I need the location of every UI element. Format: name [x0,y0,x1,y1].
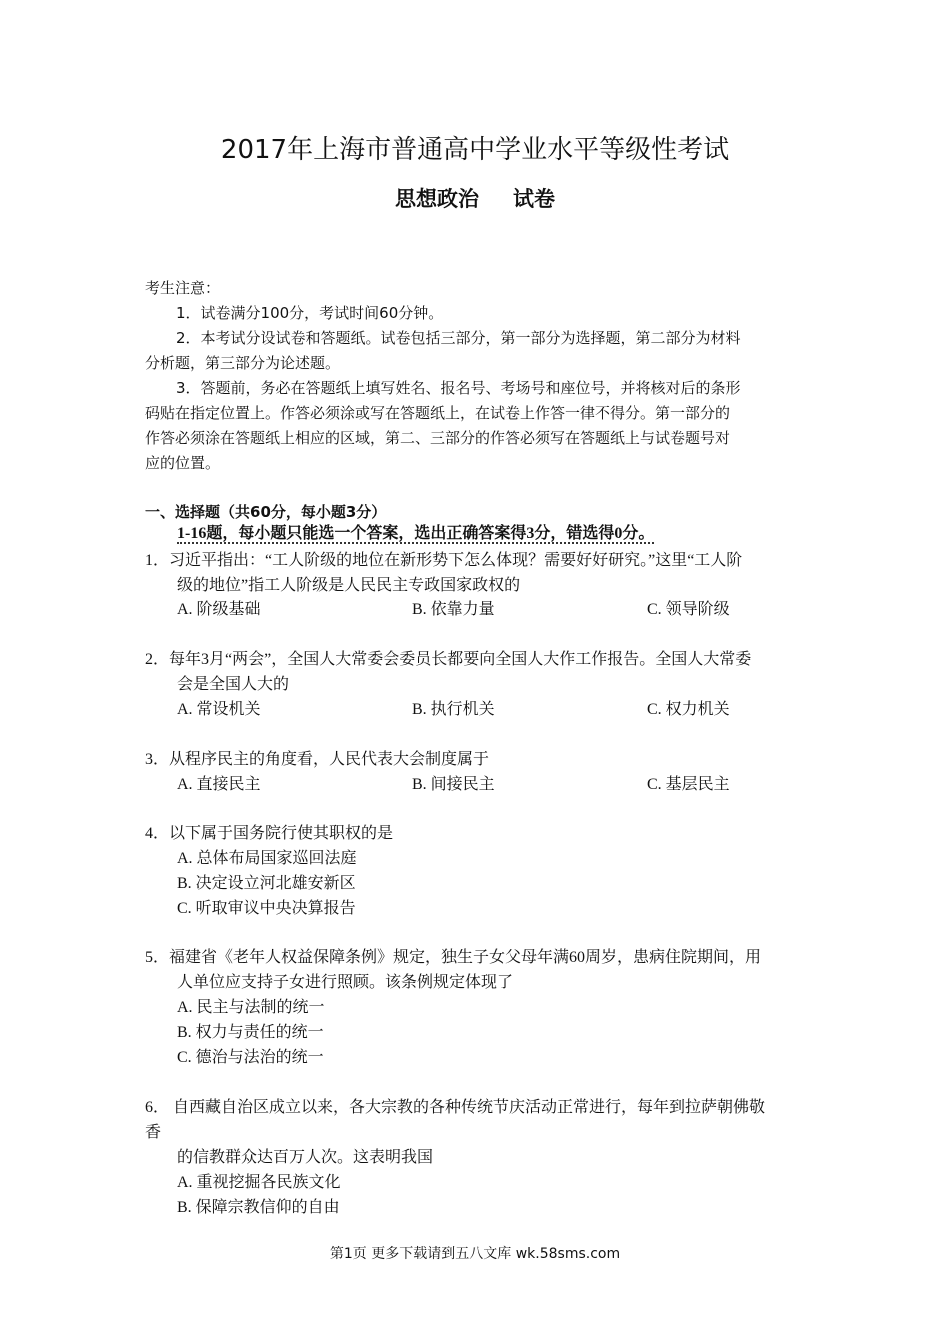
question-3-option-c: C. 基层民主 [647,776,730,793]
question-6-option-b: B. 保障宗教信仰的自由 [177,1199,340,1216]
notice-item-2-line-2: 分析题，第三部分为论述题。 [145,354,341,372]
notice-item-3-line-1: 3．答题前，务必在答题纸上填写姓名、报名号、考场号和座位号，并将核对后的条形 [176,379,741,397]
notice-item-3-line-4: 应的位置。 [145,454,221,472]
notice-item-3-line-3: 作答必须涂在答题纸上相应的区域，第二、三部分的作答必须写在答题纸上与试卷题号对 [145,429,731,447]
question-4-line-1: 4．以下属于国务院行使其职权的是 [145,825,394,842]
question-4-option-b: B. 决定设立河北雄安新区 [177,875,356,892]
question-5-line-1: 5．福建省《老年人权益保障条例》规定，独生子女父母年满60周岁，患病住院期间，用 [145,949,762,966]
question-1-line-2: 级的地位”指工人阶级是人民民主专政国家政权的 [177,577,521,594]
notice-item-3-line-2: 码贴在指定位置上。作答必须涂或写在答题纸上，在试卷上作答一律不得分。第一部分的 [145,404,731,422]
question-6-line-2: 的信教群众达百万人次。这表明我国 [177,1149,434,1166]
question-1-option-c: C. 领导阶级 [647,601,730,618]
question-5-line-2: 人单位应支持子女进行照顾。该条例规定体现了 [177,974,514,991]
question-5-option-c: C. 德治与法治的统一 [177,1049,324,1066]
paper-label: 试卷 [513,187,555,211]
question-2-option-a: A. 常设机关 [177,701,261,718]
section-instruction-text: 1-16题，每小题只能选一个答案，选出正确答案得3分，错选得0分。 [177,525,655,542]
question-5-option-a: A. 民主与法制的统一 [177,999,325,1016]
question-4-option-a: A. 总体布局国家巡回法庭 [177,850,357,867]
subject-label: 思想政治 [395,187,479,211]
question-1-line-1: 1．习近平指出：“工人阶级的地位在新形势下怎么体现？需要好好研究。”这里“工人阶 [145,552,743,569]
question-1-option-b: B. 依靠力量 [412,601,495,618]
exam-title: 2017年上海市普通高中学业水平等级性考试 [220,135,730,165]
question-6-line-1: 6． 自西藏自治区成立以来，各大宗教的各种传统节庆活动正常进行，每年到拉萨朝佛敬 [145,1099,766,1116]
question-2-line-1: 2．每年3月“两会”，全国人大常委会委员长都要向全国人大作工作报告。全国人大常委 [145,651,752,668]
question-2-option-b: B. 执行机关 [412,701,495,718]
question-4-option-c: C. 听取审议中央决算报告 [177,900,356,917]
exam-subtitle [0,183,950,215]
notice-heading: 考生注意： [145,279,221,297]
notice-item-1: 1．试卷满分100分，考试时间60分钟。 [176,304,444,322]
page-footer: 第1页 更多下载请到五八文库 wk.58sms.com [329,1246,621,1262]
question-3-option-b: B. 间接民主 [412,776,495,793]
question-1-option-a: A. 阶级基础 [177,601,261,618]
question-3-line-1: 3．从程序民主的角度看，人民代表大会制度属于 [145,751,490,768]
question-2-line-2: 会是全国人大的 [177,676,290,693]
section-heading: 一、选择题（共60分，每小题3分） [145,503,387,521]
question-6-line-1-wrap: 香 [145,1124,162,1141]
question-5-option-b: B. 权力与责任的统一 [177,1024,324,1041]
question-6-option-a: A. 重视挖掘各民族文化 [177,1174,341,1191]
question-3-option-a: A. 直接民主 [177,776,261,793]
notice-item-2-line-1: 2．本考试分设试卷和答题纸。试卷包括三部分，第一部分为选择题，第二部分为材料 [176,329,741,347]
question-2-option-c: C. 权力机关 [647,701,730,718]
section-instruction [177,522,654,546]
